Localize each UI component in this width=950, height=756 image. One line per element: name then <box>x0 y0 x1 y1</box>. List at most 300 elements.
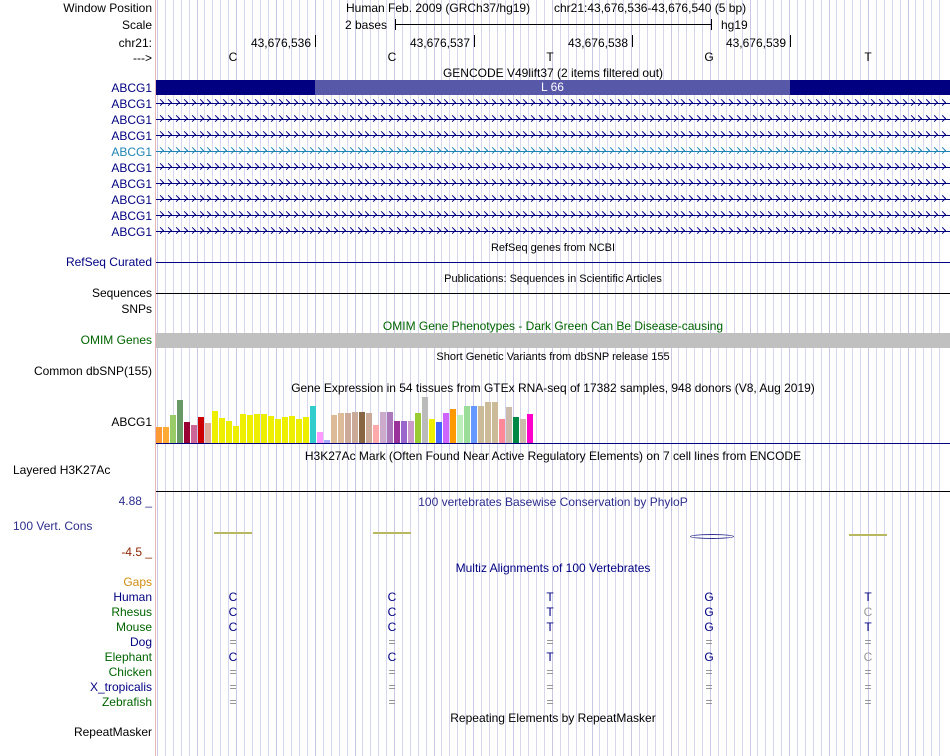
intron-arrow-icon <box>757 179 764 186</box>
intron-arrow-icon <box>426 131 433 138</box>
intron-arrow-icon <box>268 131 275 138</box>
label-layered-h3k27ac[interactable]: Layered H3K27Ac <box>13 463 111 477</box>
intron-arrow-icon <box>275 163 282 170</box>
species-label[interactable]: Dog <box>129 635 152 649</box>
intron-arrow-icon <box>694 99 701 106</box>
gtex-tissue-bar[interactable] <box>506 407 512 443</box>
intron-arrow-icon <box>631 163 638 170</box>
intron-arrow-icon <box>821 147 828 154</box>
intron-arrow-icon <box>860 163 867 170</box>
intron-arrow-icon <box>505 147 512 154</box>
intron-arrow-icon <box>813 115 820 122</box>
species-label[interactable]: Chicken <box>108 665 152 679</box>
refseq-track-title: RefSeq genes from NCBI <box>490 242 616 254</box>
aligned-base: = <box>705 635 713 649</box>
intron-arrow-icon <box>465 163 472 170</box>
intron-arrow-icon <box>781 195 788 202</box>
intron-arrow-icon <box>781 115 788 122</box>
intron-arrow-icon <box>591 179 598 186</box>
intron-arrow-icon <box>386 227 393 234</box>
intron-arrow-icon <box>449 227 456 234</box>
intron-arrow-icon <box>394 195 401 202</box>
intron-arrow-icon <box>797 147 804 154</box>
intron-arrow-icon <box>433 179 440 186</box>
intron-arrow-icon <box>402 99 409 106</box>
gtex-tissue-bar[interactable] <box>520 419 526 443</box>
gtex-tissue-bar[interactable] <box>226 421 232 443</box>
gencode-intron-line[interactable] <box>156 119 950 120</box>
intron-arrow-icon <box>757 211 764 218</box>
intron-arrow-icon <box>244 211 251 218</box>
intron-arrow-icon <box>489 179 496 186</box>
intron-arrow-icon <box>505 163 512 170</box>
intron-arrow-icon <box>686 163 693 170</box>
intron-arrow-icon <box>773 179 780 186</box>
intron-arrow-icon <box>323 115 330 122</box>
intron-arrow-icon <box>418 227 425 234</box>
gtex-tissue-bar[interactable] <box>331 415 337 443</box>
gtex-tissue-bar[interactable] <box>163 427 169 443</box>
gencode-intron-line[interactable] <box>156 151 950 152</box>
reference-base: T <box>864 50 872 64</box>
intron-arrow-icon <box>670 131 677 138</box>
gridline <box>615 0 616 756</box>
intron-arrow-icon <box>900 195 907 202</box>
gridline <box>157 0 158 756</box>
intron-arrow-icon <box>362 227 369 234</box>
gtex-tissue-bar[interactable] <box>191 425 197 443</box>
omim-bar[interactable] <box>156 333 950 348</box>
intron-arrow-icon <box>568 179 575 186</box>
intron-arrow-icon <box>173 115 180 122</box>
intron-arrow-icon <box>236 227 243 234</box>
intron-arrow-icon <box>481 131 488 138</box>
gtex-tissue-bar[interactable] <box>380 412 386 443</box>
gtex-tissue-bar[interactable] <box>338 413 344 443</box>
label-refseq-curated[interactable]: RefSeq Curated <box>65 255 152 269</box>
gencode-gene-label[interactable]: ABCG1 <box>111 113 152 127</box>
gtex-tissue-bar[interactable] <box>443 413 449 443</box>
intron-arrow-icon <box>449 195 456 202</box>
gtex-tissue-bar[interactable] <box>296 419 302 443</box>
intron-arrow-icon <box>378 115 385 122</box>
intron-arrow-icon <box>512 211 519 218</box>
intron-arrow-icon <box>789 131 796 138</box>
intron-arrow-icon <box>734 115 741 122</box>
gencode-intron-line[interactable] <box>156 199 950 200</box>
intron-arrow-icon <box>718 163 725 170</box>
intron-arrow-icon <box>647 163 654 170</box>
intron-arrow-icon <box>789 195 796 202</box>
intron-arrow-icon <box>291 163 298 170</box>
gencode-gene-label[interactable]: ABCG1 <box>111 209 152 223</box>
intron-arrow-icon <box>268 227 275 234</box>
intron-arrow-icon <box>489 99 496 106</box>
gridline <box>260 0 261 756</box>
gtex-tissue-bar[interactable] <box>198 417 204 443</box>
gtex-tissue-bar[interactable] <box>429 419 435 443</box>
gencode-gene-label[interactable]: ABCG1 <box>111 161 152 175</box>
gtex-tissue-bar[interactable] <box>205 423 211 443</box>
aligned-base: = <box>546 695 554 709</box>
intron-arrow-icon <box>410 211 417 218</box>
intron-arrow-icon <box>323 211 330 218</box>
coordinate-label: 43,676,536 <box>250 36 311 50</box>
intron-arrow-icon <box>631 195 638 202</box>
intron-arrow-icon <box>189 211 196 218</box>
intron-arrow-icon <box>370 227 377 234</box>
species-label[interactable]: Zebrafish <box>101 695 152 709</box>
species-label[interactable]: Mouse <box>115 620 152 634</box>
gridline <box>813 0 814 756</box>
intron-arrow-icon <box>576 211 583 218</box>
intron-arrow-icon <box>157 195 164 202</box>
gridline <box>252 0 253 756</box>
gtex-tissue-bar[interactable] <box>289 416 295 443</box>
label-repeatmasker[interactable]: RepeatMasker <box>73 725 152 739</box>
gridline <box>876 0 877 756</box>
intron-arrow-icon <box>165 195 172 202</box>
intron-arrow-icon <box>552 163 559 170</box>
intron-arrow-icon <box>844 211 851 218</box>
gencode-gene-label[interactable]: ABCG1 <box>111 81 152 95</box>
gtex-tissue-bar[interactable] <box>345 413 351 443</box>
gencode-exon-light-block[interactable] <box>315 80 790 95</box>
intron-arrow-icon <box>560 163 567 170</box>
intron-arrow-icon <box>797 195 804 202</box>
intron-arrow-icon <box>663 227 670 234</box>
label-omim-genes[interactable]: OMIM Genes <box>80 333 152 347</box>
intron-arrow-icon <box>433 163 440 170</box>
gtex-tissue-bar[interactable] <box>401 421 407 443</box>
gtex-tissue-bar[interactable] <box>352 412 358 443</box>
intron-arrow-icon <box>181 211 188 218</box>
intron-arrow-icon <box>465 115 472 122</box>
intron-arrow-icon <box>805 147 812 154</box>
intron-arrow-icon <box>378 211 385 218</box>
gridline <box>599 0 600 756</box>
intron-arrow-icon <box>607 195 614 202</box>
gtex-tissue-bar[interactable] <box>275 419 281 443</box>
intron-arrow-icon <box>591 163 598 170</box>
gtex-tissue-bar[interactable] <box>170 415 176 443</box>
label-100-vert-cons[interactable]: 100 Vert. Cons <box>13 519 93 533</box>
intron-arrow-icon <box>631 211 638 218</box>
gtex-tissue-bar[interactable] <box>247 415 253 443</box>
gtex-track-title: Gene Expression in 54 tissues from GTEx RNA-seq of 17382 samples, 948 donors (V8, Aug 2019) <box>291 381 815 395</box>
intron-arrow-icon <box>702 179 709 186</box>
intron-arrow-icon <box>615 195 622 202</box>
gencode-intron-line[interactable] <box>156 135 950 136</box>
intron-arrow-icon <box>844 227 851 234</box>
intron-arrow-icon <box>828 163 835 170</box>
intron-arrow-icon <box>742 227 749 234</box>
gtex-tissue-bar[interactable] <box>478 406 484 443</box>
intron-arrow-icon <box>536 99 543 106</box>
gtex-tissue-bar[interactable] <box>212 411 218 443</box>
refseq-line[interactable] <box>156 262 950 263</box>
gridline <box>734 0 735 756</box>
intron-arrow-icon <box>749 227 756 234</box>
label-snps[interactable]: SNPs <box>121 302 152 316</box>
intron-arrow-icon <box>196 211 203 218</box>
gtex-tissue-bar[interactable] <box>394 421 400 443</box>
intron-arrow-icon <box>173 131 180 138</box>
gridline <box>750 0 751 756</box>
intron-arrow-icon <box>252 211 259 218</box>
intron-arrow-icon <box>402 163 409 170</box>
gtex-tissue-bar[interactable] <box>156 427 162 443</box>
intron-arrow-icon <box>884 115 891 122</box>
gtex-tissue-bar[interactable] <box>254 414 260 443</box>
intron-arrow-icon <box>915 211 922 218</box>
intron-arrow-icon <box>362 99 369 106</box>
label-common-dbsnp[interactable]: Common dbSNP(155) <box>33 364 152 378</box>
intron-arrow-icon <box>386 163 393 170</box>
intron-arrow-icon <box>607 99 614 106</box>
intron-arrow-icon <box>734 227 741 234</box>
intron-arrow-icon <box>212 131 219 138</box>
intron-arrow-icon <box>718 211 725 218</box>
intron-arrow-icon <box>584 99 591 106</box>
gridline <box>900 0 901 756</box>
intron-arrow-icon <box>433 147 440 154</box>
intron-arrow-icon <box>868 163 875 170</box>
gtex-tissue-bar[interactable] <box>366 413 372 443</box>
gridline <box>915 0 916 756</box>
intron-arrow-icon <box>789 211 796 218</box>
intron-arrow-icon <box>576 179 583 186</box>
intron-arrow-icon <box>275 179 282 186</box>
intron-arrow-icon <box>623 131 630 138</box>
aligned-base: = <box>546 665 554 679</box>
aligned-base: = <box>229 695 237 709</box>
intron-arrow-icon <box>876 195 883 202</box>
intron-arrow-icon <box>892 179 899 186</box>
intron-arrow-icon <box>236 163 243 170</box>
species-label[interactable]: Human <box>113 590 152 604</box>
intron-arrow-icon <box>868 211 875 218</box>
intron-arrow-icon <box>876 211 883 218</box>
gtex-tissue-bar[interactable] <box>422 397 428 443</box>
intron-arrow-icon <box>599 195 606 202</box>
gtex-tissue-bar[interactable] <box>415 413 421 443</box>
gtex-tissue-bar[interactable] <box>527 414 533 443</box>
intron-arrow-icon <box>354 115 361 122</box>
gencode-gene-label[interactable]: ABCG1 <box>111 193 152 207</box>
gencode-intron-line[interactable] <box>156 183 950 184</box>
intron-arrow-icon <box>828 211 835 218</box>
gtex-tissue-bar[interactable] <box>261 414 267 443</box>
intron-arrow-icon <box>631 131 638 138</box>
intron-arrow-icon <box>307 99 314 106</box>
gencode-intron-line[interactable] <box>156 231 950 232</box>
intron-arrow-icon <box>512 179 519 186</box>
intron-arrow-icon <box>718 147 725 154</box>
intron-arrow-icon <box>631 115 638 122</box>
intron-arrow-icon <box>781 227 788 234</box>
species-label[interactable]: Rhesus <box>111 605 152 619</box>
gtex-tissue-bar[interactable] <box>436 422 442 443</box>
gencode-intron-line[interactable] <box>156 103 950 104</box>
gtex-tissue-bar[interactable] <box>268 416 274 443</box>
species-label[interactable]: Elephant <box>104 650 152 664</box>
intron-arrow-icon <box>362 179 369 186</box>
intron-arrow-icon <box>884 195 891 202</box>
intron-arrow-icon <box>615 147 622 154</box>
gridline <box>805 0 806 756</box>
intron-arrow-icon <box>552 227 559 234</box>
assembly-tag: hg19 <box>721 18 748 32</box>
track-image-area[interactable] <box>156 0 950 756</box>
intron-arrow-icon <box>813 211 820 218</box>
gtex-tissue-bar[interactable] <box>464 406 470 443</box>
gtex-tissue-bar[interactable] <box>282 417 288 443</box>
intron-arrow-icon <box>797 131 804 138</box>
intron-arrow-icon <box>370 211 377 218</box>
gtex-tissue-bar[interactable] <box>233 426 239 443</box>
intron-arrow-icon <box>670 163 677 170</box>
gridline <box>362 0 363 756</box>
intron-arrow-icon <box>228 195 235 202</box>
intron-arrow-icon <box>189 147 196 154</box>
intron-arrow-icon <box>828 131 835 138</box>
gtex-tissue-bar[interactable] <box>177 400 183 443</box>
intron-arrow-icon <box>433 227 440 234</box>
intron-arrow-icon <box>347 163 354 170</box>
coordinate-tick <box>632 35 633 47</box>
gencode-intron-line[interactable] <box>156 215 950 216</box>
gtex-tissue-bar[interactable] <box>513 417 519 443</box>
gtex-tissue-bar[interactable] <box>450 409 456 443</box>
intron-arrow-icon <box>386 211 393 218</box>
intron-arrow-icon <box>805 179 812 186</box>
intron-arrow-icon <box>157 163 164 170</box>
intron-arrow-icon <box>165 131 172 138</box>
intron-arrow-icon <box>370 195 377 202</box>
intron-arrow-icon <box>591 211 598 218</box>
intron-arrow-icon <box>260 115 267 122</box>
intron-arrow-icon <box>900 131 907 138</box>
intron-arrow-icon <box>892 227 899 234</box>
gencode-gene-label[interactable]: ABCG1 <box>111 145 152 159</box>
intron-arrow-icon <box>844 179 851 186</box>
intron-arrow-icon <box>710 211 717 218</box>
intron-arrow-icon <box>702 195 709 202</box>
intron-arrow-icon <box>678 147 685 154</box>
intron-arrow-icon <box>931 99 938 106</box>
label-sequences[interactable]: Sequences <box>91 286 152 300</box>
gtex-tissue-bar[interactable] <box>408 421 414 443</box>
intron-arrow-icon <box>623 147 630 154</box>
intron-arrow-icon <box>323 131 330 138</box>
intron-arrow-icon <box>489 227 496 234</box>
track-label-column <box>0 0 155 756</box>
gtex-tissue-bar[interactable] <box>492 402 498 443</box>
intron-arrow-icon <box>639 99 646 106</box>
label-gtex-gene[interactable]: ABCG1 <box>111 415 152 429</box>
gridline <box>576 0 577 756</box>
intron-arrow-icon <box>813 147 820 154</box>
intron-arrow-icon <box>560 195 567 202</box>
gtex-tissue-bar[interactable] <box>373 425 379 443</box>
intron-arrow-icon <box>765 227 772 234</box>
intron-arrow-icon <box>410 163 417 170</box>
gridline <box>718 0 719 756</box>
intron-arrow-icon <box>726 147 733 154</box>
gridline <box>931 0 932 756</box>
intron-arrow-icon <box>702 99 709 106</box>
intron-arrow-icon <box>781 179 788 186</box>
intron-arrow-icon <box>307 115 314 122</box>
intron-arrow-icon <box>805 195 812 202</box>
aligned-base: = <box>229 680 237 694</box>
label-chrom: chr21: <box>118 36 152 50</box>
intron-arrow-icon <box>900 147 907 154</box>
gtex-tissue-bar[interactable] <box>485 402 491 443</box>
aligned-base: T <box>864 590 872 604</box>
gtex-tissue-bar[interactable] <box>317 432 323 443</box>
intron-arrow-icon <box>528 227 535 234</box>
gtex-tissue-bar[interactable] <box>359 412 365 443</box>
intron-arrow-icon <box>505 131 512 138</box>
intron-arrow-icon <box>489 211 496 218</box>
intron-arrow-icon <box>757 227 764 234</box>
gencode-intron-line[interactable] <box>156 167 950 168</box>
intron-arrow-icon <box>828 147 835 154</box>
intron-arrow-icon <box>694 115 701 122</box>
intron-arrow-icon <box>536 147 543 154</box>
intron-arrow-icon <box>907 195 914 202</box>
intron-arrow-icon <box>165 179 172 186</box>
intron-arrow-icon <box>710 163 717 170</box>
gencode-gene-label[interactable]: ABCG1 <box>111 97 152 111</box>
gtex-tissue-bar[interactable] <box>499 419 505 443</box>
gtex-tissue-bar[interactable] <box>184 422 190 443</box>
gridline <box>844 0 845 756</box>
intron-arrow-icon <box>749 115 756 122</box>
intron-arrow-icon <box>331 211 338 218</box>
sequences-line[interactable] <box>156 293 950 294</box>
gtex-tissue-bar[interactable] <box>457 415 463 443</box>
gtex-bar-chart[interactable] <box>156 396 556 443</box>
gtex-tissue-bar[interactable] <box>471 406 477 443</box>
intron-arrow-icon <box>868 131 875 138</box>
intron-arrow-icon <box>584 147 591 154</box>
gtex-tissue-bar[interactable] <box>303 417 309 443</box>
intron-arrow-icon <box>544 147 551 154</box>
intron-arrow-icon <box>220 195 227 202</box>
gencode-gene-label[interactable]: ABCG1 <box>111 177 152 191</box>
gtex-tissue-bar[interactable] <box>240 414 246 443</box>
intron-arrow-icon <box>386 179 393 186</box>
gtex-tissue-bar[interactable] <box>310 406 316 443</box>
gtex-tissue-bar[interactable] <box>387 412 393 443</box>
gencode-gene-label[interactable]: ABCG1 <box>111 225 152 239</box>
gtex-tissue-bar[interactable] <box>219 418 225 443</box>
species-label[interactable]: X_tropicalis <box>89 680 152 694</box>
intron-arrow-icon <box>189 227 196 234</box>
intron-arrow-icon <box>457 195 464 202</box>
gencode-gene-label[interactable]: ABCG1 <box>111 129 152 143</box>
intron-arrow-icon <box>220 211 227 218</box>
intron-arrow-icon <box>702 163 709 170</box>
intron-arrow-icon <box>852 115 859 122</box>
intron-arrow-icon <box>386 131 393 138</box>
intron-arrow-icon <box>362 211 369 218</box>
intron-arrow-icon <box>639 211 646 218</box>
intron-arrow-icon <box>702 227 709 234</box>
